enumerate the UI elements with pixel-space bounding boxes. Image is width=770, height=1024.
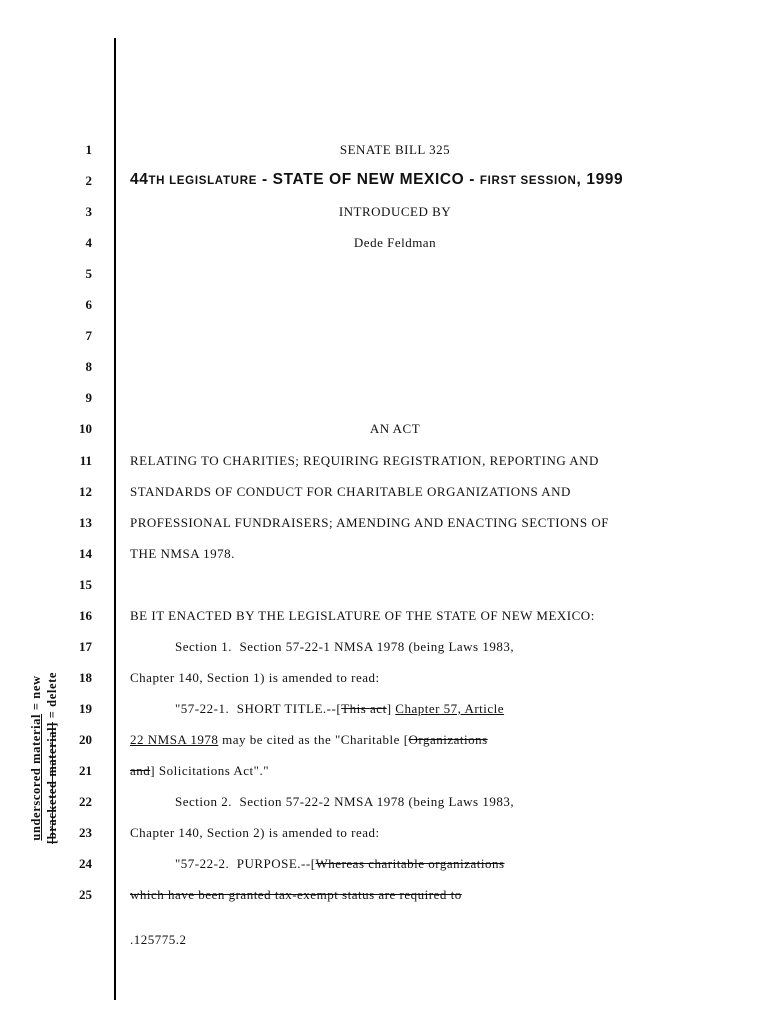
short-title-line: "57-22-1. SHORT TITLE.--[This act] Chapter 57, Article	[175, 701, 505, 716]
act-heading: AN ACT	[369, 421, 421, 436]
line-number: 8	[85, 359, 92, 374]
sidebar-legend	[20, 620, 68, 895]
act-line: Chapter 140, Section 1) is amended to read:	[130, 670, 380, 685]
sponsor-name: Dede Feldman	[353, 235, 437, 250]
line-number: 14	[79, 546, 92, 561]
line-number: 21	[79, 763, 92, 778]
new-text: 22 NMSA 1978	[130, 732, 219, 747]
act-line: 22 NMSA 1978 may be cited as the "Charitable [Organizations	[130, 732, 488, 747]
act-line: THE NMSA 1978.	[130, 546, 235, 561]
line-number: 9	[85, 390, 92, 405]
deleted-text: and	[130, 763, 151, 778]
act-line: RELATING TO CHARITIES; REQUIRING REGISTRATION, REPORTING AND	[130, 453, 599, 468]
act-line: PROFESSIONAL FUNDRAISERS; AMENDING AND ENACTING SECTIONS OF	[130, 515, 610, 530]
line-number: 11	[79, 453, 92, 468]
line-number: 12	[79, 484, 92, 499]
line-number: 18	[79, 670, 92, 685]
new-text: Chapter 57, Article	[395, 701, 505, 716]
line-number: 5	[85, 266, 92, 281]
legend-new: underscored material = new	[29, 675, 43, 841]
line-number: 24	[79, 856, 92, 871]
act-line: STANDARDS OF CONDUCT FOR CHARITABLE ORGANIZATIONS AND	[130, 484, 571, 499]
line-number: 23	[79, 825, 92, 840]
purpose-line: "57-22-2. PURPOSE.--[Whereas charitable organizations	[175, 856, 505, 871]
line-number: 20	[79, 732, 92, 747]
legislature-title: 44TH LEGISLATURE - STATE OF NEW MEXICO - FIRST SESSION, 1999	[130, 171, 624, 188]
margin-rule	[114, 38, 116, 1000]
deleted-text: This act	[341, 701, 387, 716]
legend-delete: [bracketed material] = delete	[45, 671, 59, 845]
bill-number: SENATE BILL 325	[339, 142, 451, 157]
line-number: 15	[79, 577, 92, 592]
line-number: 25	[79, 887, 92, 902]
line-number: 7	[85, 328, 92, 343]
act-line: and] Solicitations Act"."	[130, 763, 270, 778]
deleted-text: Organizations	[408, 732, 488, 747]
line-number: 3	[85, 204, 92, 219]
line-number: 22	[79, 794, 92, 809]
line-number: 10	[79, 421, 92, 436]
enacting-clause: BE IT ENACTED BY THE LEGISLATURE OF THE STATE OF NEW MEXICO:	[130, 608, 595, 623]
act-line	[130, 887, 750, 903]
section-2-intro: Section 2. Section 57-22-2 NMSA 1978 (being Laws 1983,	[175, 794, 515, 809]
line-number: 6	[85, 297, 92, 312]
act-line: Chapter 140, Section 2) is amended to read:	[130, 825, 380, 840]
line-number: 19	[79, 701, 92, 716]
line-number: 17	[79, 639, 92, 654]
document-id: .125775.2	[130, 932, 187, 947]
line-number: 16	[79, 608, 92, 623]
introduced-by: INTRODUCED BY	[338, 204, 452, 219]
deleted-text: which have been granted tax-exempt status are required to	[130, 887, 462, 902]
line-number: 2	[85, 173, 92, 188]
line-number: 4	[85, 235, 92, 250]
line-number: 1	[85, 142, 92, 157]
deleted-text: Whereas charitable organizations	[315, 856, 505, 871]
section-1-intro: Section 1. Section 57-22-1 NMSA 1978 (being Laws 1983,	[175, 639, 515, 654]
line-number: 13	[79, 515, 92, 530]
